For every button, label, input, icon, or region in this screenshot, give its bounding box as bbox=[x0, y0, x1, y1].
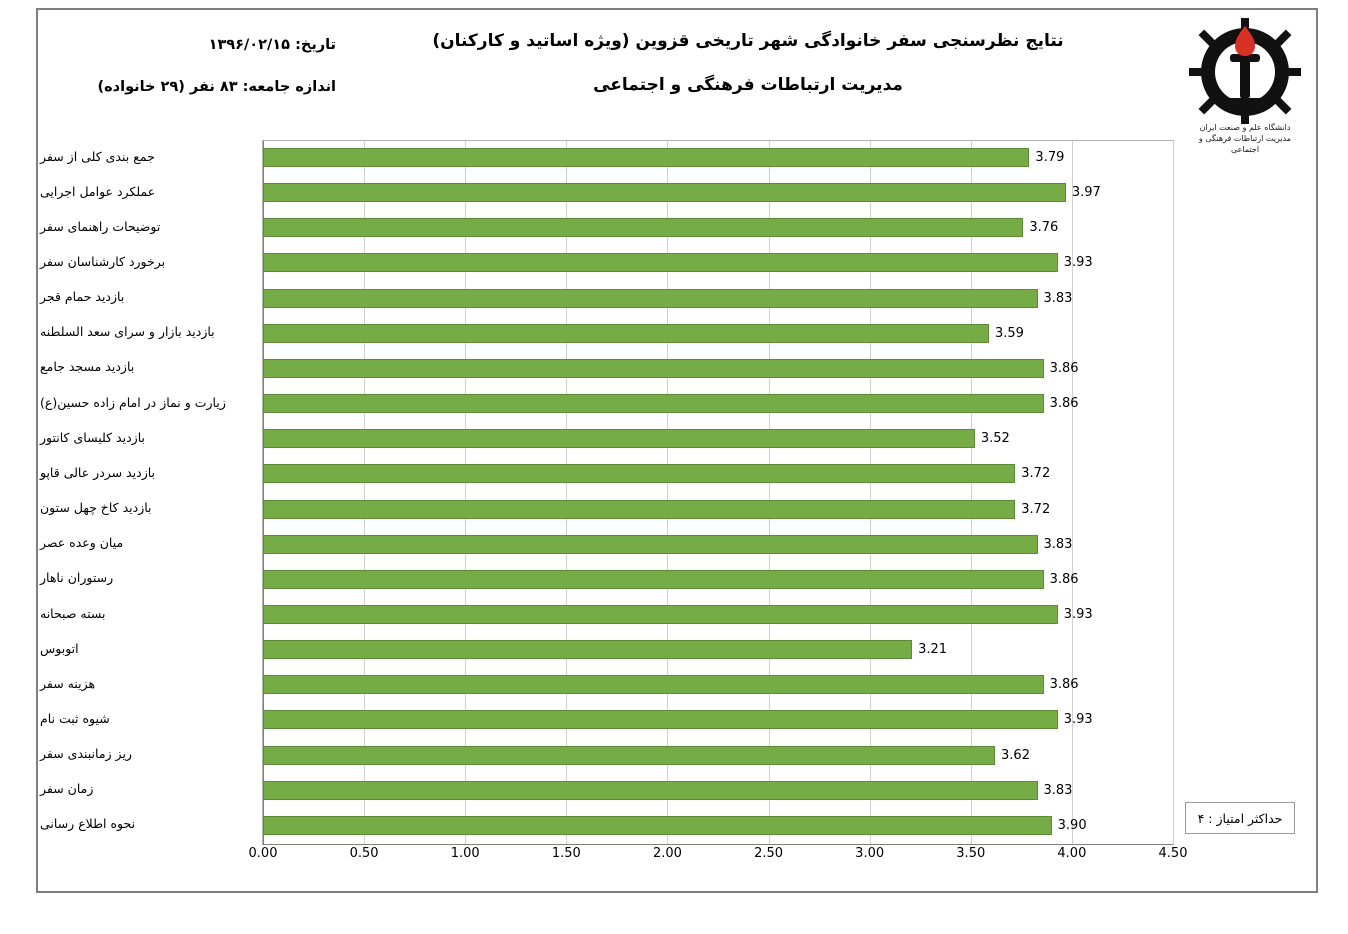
bar bbox=[263, 816, 1052, 835]
bar bbox=[263, 675, 1044, 694]
bar bbox=[263, 500, 1015, 519]
logo-caption: دانشگاه علم و صنعت ایران مدیریت ارتباطات فرهنگی و اجتماعی bbox=[1198, 123, 1292, 154]
bar-value-label: 3.83 bbox=[1043, 290, 1073, 306]
category-label: زیارت و نماز در امام زاده حسین(ع) bbox=[40, 394, 226, 410]
gridline bbox=[1173, 141, 1174, 844]
bar-value-label: 3.90 bbox=[1057, 817, 1087, 833]
max-score-note: حداکثر امتیاز : ۴ bbox=[1185, 802, 1295, 834]
bar-value-label: 3.86 bbox=[1049, 360, 1079, 376]
category-label: بازدید بازار و سرای سعد السلطنه bbox=[40, 324, 215, 340]
bar-row bbox=[263, 598, 1173, 633]
bar-row bbox=[263, 633, 1173, 668]
page-title: نتایج نظرسنجی سفر خانوادگی شهر تاریخی قزوین (ویژه اساتید و کارکنان) bbox=[432, 31, 1064, 51]
category-label: بسته صبحانه bbox=[40, 605, 106, 621]
bar-value-label: 3.59 bbox=[994, 325, 1024, 341]
bar-value-label: 3.83 bbox=[1043, 536, 1073, 552]
bar-value-label: 3.72 bbox=[1021, 501, 1051, 517]
bar bbox=[263, 289, 1038, 308]
bar bbox=[263, 394, 1044, 413]
bar bbox=[263, 746, 995, 765]
category-label: اتوبوس bbox=[40, 640, 79, 656]
bar-row bbox=[263, 457, 1173, 492]
bar-row bbox=[263, 809, 1173, 844]
category-label: عملکرد عوامل اجرایی bbox=[40, 183, 156, 199]
chart-plot-area bbox=[262, 140, 1174, 845]
category-label: ریز زمانبندی سفر bbox=[40, 746, 132, 762]
category-label: میان وعده عصر bbox=[40, 535, 124, 551]
bar bbox=[263, 359, 1044, 378]
category-label: جمع بندی کلی از سفر bbox=[40, 148, 155, 164]
x-tick-label: 2.50 bbox=[754, 846, 784, 861]
category-label: توضیحات راهنمای سفر bbox=[40, 218, 161, 234]
bars-layer bbox=[263, 141, 1173, 844]
bar bbox=[263, 710, 1058, 729]
bar-value-label: 3.79 bbox=[1035, 150, 1065, 165]
bar-value-label: 3.86 bbox=[1049, 396, 1079, 412]
category-label: هزینه سفر bbox=[40, 675, 96, 691]
bar-row bbox=[263, 176, 1173, 211]
bar-row bbox=[263, 282, 1173, 317]
bar-value-label: 3.21 bbox=[918, 642, 948, 658]
sample-size-label: اندازه جامعه: ۸۳ نفر (۲۹ خانواده) bbox=[97, 79, 336, 95]
bar bbox=[263, 640, 912, 659]
bar-value-label: 3.93 bbox=[1063, 606, 1093, 622]
bar bbox=[263, 570, 1044, 589]
bar-value-label: 3.72 bbox=[1021, 466, 1051, 482]
bar-value-label: 3.93 bbox=[1063, 712, 1093, 728]
bar-row bbox=[263, 668, 1173, 703]
category-label: نحوه اطلاع رسانی bbox=[40, 816, 136, 832]
category-axis-labels bbox=[40, 140, 258, 845]
bar bbox=[263, 605, 1058, 624]
header-meta bbox=[76, 34, 336, 98]
bar bbox=[263, 324, 989, 343]
category-label: بازدید حمام قجر bbox=[40, 289, 125, 305]
category-label: بازدید سردر عالی قاپو bbox=[40, 464, 156, 480]
title-block bbox=[328, 28, 1168, 98]
bar-row bbox=[263, 141, 1173, 176]
university-logo bbox=[1185, 14, 1305, 154]
category-label: شیوه ثبت نام bbox=[40, 710, 110, 726]
x-tick-label: 4.50 bbox=[1158, 846, 1188, 861]
x-tick-label: 1.50 bbox=[551, 846, 581, 861]
bar bbox=[263, 148, 1029, 167]
bar-row bbox=[263, 246, 1173, 281]
value-axis-labels bbox=[248, 846, 1188, 868]
bar-row bbox=[263, 493, 1173, 528]
category-label: رستوران ناهار bbox=[40, 570, 114, 586]
category-label: برخورد کارشناسان سفر bbox=[40, 254, 166, 270]
bar bbox=[263, 218, 1023, 237]
x-tick-label: 3.50 bbox=[956, 846, 986, 861]
bar-row bbox=[263, 317, 1173, 352]
x-tick-label: 0.00 bbox=[248, 846, 278, 861]
bar-row bbox=[263, 563, 1173, 598]
bar-value-label: 3.76 bbox=[1029, 220, 1059, 236]
bar-value-label: 3.86 bbox=[1049, 677, 1079, 693]
bar-row bbox=[263, 703, 1173, 738]
bar-row bbox=[263, 774, 1173, 809]
x-tick-label: 4.00 bbox=[1057, 846, 1087, 861]
bar-value-label: 3.97 bbox=[1071, 185, 1101, 201]
bar bbox=[263, 183, 1066, 202]
date-label: تاریخ: ۱۳۹۶/۰۲/۱۵ bbox=[208, 37, 336, 53]
bar bbox=[263, 464, 1015, 483]
x-tick-label: 3.00 bbox=[855, 846, 885, 861]
bar-row bbox=[263, 211, 1173, 246]
bar-row bbox=[263, 387, 1173, 422]
bar-value-label: 3.52 bbox=[980, 431, 1010, 447]
bar-row bbox=[263, 528, 1173, 563]
page-subtitle: مدیریت ارتباطات فرهنگی و اجتماعی bbox=[593, 75, 903, 95]
category-label: زمان سفر bbox=[40, 781, 94, 797]
x-tick-label: 0.50 bbox=[349, 846, 379, 861]
bar-row bbox=[263, 422, 1173, 457]
bar bbox=[263, 535, 1038, 554]
bar bbox=[263, 253, 1058, 272]
x-tick-label: 2.00 bbox=[652, 846, 682, 861]
bar-value-label: 3.83 bbox=[1043, 782, 1073, 798]
bar-row bbox=[263, 352, 1173, 387]
bar bbox=[263, 429, 975, 448]
category-label: بازدید کاخ چهل ستون bbox=[40, 500, 152, 516]
bar-value-label: 3.62 bbox=[1001, 747, 1030, 763]
chart-header bbox=[38, 10, 1316, 125]
bar-value-label: 3.86 bbox=[1049, 571, 1079, 587]
bar bbox=[263, 781, 1038, 800]
bar-row bbox=[263, 739, 1173, 774]
category-label: بازدید مسجد جامع bbox=[40, 359, 135, 375]
category-label: بازدید کلیسای کانتور bbox=[40, 429, 145, 445]
x-tick-label: 1.00 bbox=[450, 846, 480, 861]
bar-value-label: 3.93 bbox=[1063, 255, 1093, 271]
